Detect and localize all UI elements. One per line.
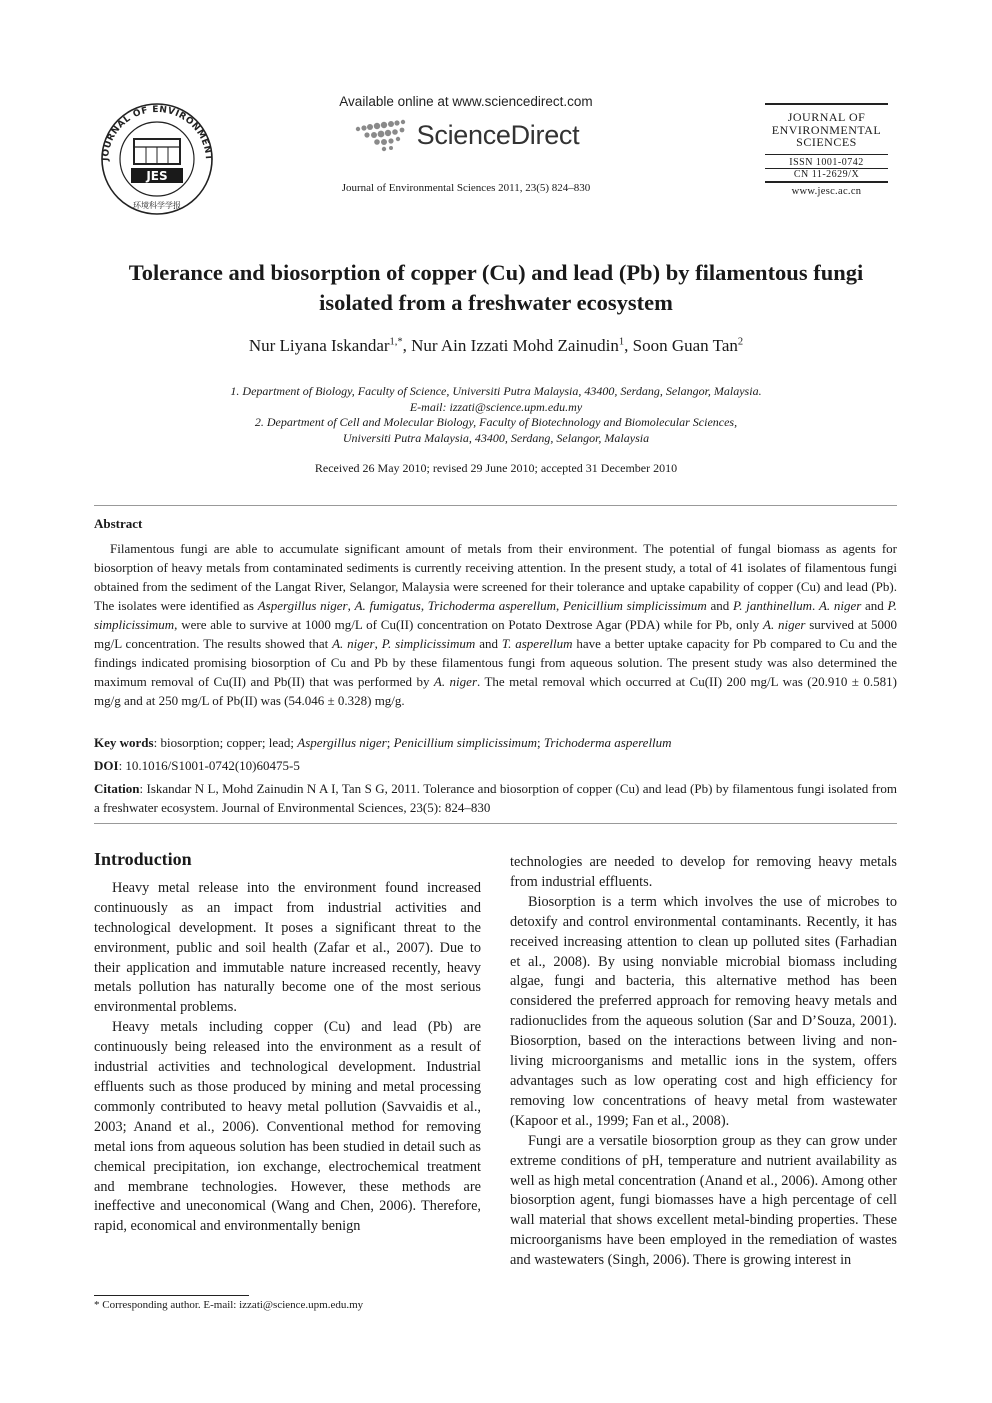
body-paragraph: Heavy metal release into the environment found increased continuously as an impact from industrial activities and technological development. It poses a significant threat to the environment, public and soil health (Zafar et al., 2007). Due to their application and immutable nature increased recently, heavy metals pollution has naturally become one of the most serious environmental problems.	[94, 879, 481, 1016]
sciencedirect-logo	[326, 113, 606, 157]
journal-seal-logo	[94, 99, 220, 217]
text-run: and	[861, 598, 888, 613]
species-name: Trichoderma asperellum	[427, 598, 556, 613]
affiliations	[80, 384, 912, 446]
issn-text: ISSN 1001-0742	[789, 156, 864, 168]
available-online-text: Available online at www.sciencedirect.com	[339, 94, 593, 109]
species-name: Penicillium simplicissimum	[562, 598, 707, 613]
citation-label: Citation	[94, 781, 140, 796]
keywords-line	[94, 733, 897, 752]
journal-name: JOURNAL OF ENVIRONMENTAL SCIENCES	[771, 110, 882, 149]
article-title: Tolerance and biosorption of copper (Cu) and lead (Pb) by filamentous fungi isolated from a freshwater ecosystem	[128, 260, 864, 315]
body-column-left	[94, 850, 481, 1237]
body-column-right	[510, 853, 897, 1271]
species-name: Aspergillus niger	[257, 598, 348, 613]
text-run: ;	[386, 735, 394, 750]
citation-value: : Iskandar N L, Mohd Zainudin N A I, Tan S G, 2011. Tolerance and biosorption of copper (Cu) and lead (Pb) by filamentous fungi isolated from a freshwater ecosystem. Journal of Environmental Sciences, 23(5): 824–830	[94, 781, 897, 815]
abstract-heading: Abstract	[94, 516, 143, 531]
journal-citation-line: Journal of Environmental Sciences 2011, 23(5) 824–830	[341, 182, 591, 194]
species-name: A. niger	[818, 598, 862, 613]
species-name: A. fumigatus	[354, 598, 421, 613]
body-paragraph-continued: technologies are needed to develop for removing heavy metals from industrial effluents.	[510, 854, 897, 890]
citation-line	[94, 779, 897, 817]
abstract-text	[94, 539, 897, 710]
body-paragraph: Biosorption is a term which involves the use of microbes to detoxify and control environmental contaminants. Recently, it has received increasing attention to clean up polluted sites (Farhadian et al., 2008). By using nonviable microbial biomass including algae, fungi and bacteria, this alternative method has been considered the preferred approach for removing heavy metals and radionuclides from the aqueous solution (Sar and D’Souza, 2001). Biosorption, based on the interactions between living and non-living microorganisms and metallic ions in the system, offers advantages such as low operating cost and high efficiency for removing low concentrations of heavy metal from wastewater (Kapoor et al., 1999; Fan et al., 2008).	[510, 893, 897, 1129]
author-affiliation-marker: 1,*	[389, 336, 403, 348]
affiliation-email: E-mail: izzati@science.upm.edu.my	[409, 399, 583, 414]
species-name: P. janthinellum	[733, 598, 812, 613]
author-name: Soon Guan Tan	[632, 336, 738, 355]
text-run: ,	[347, 598, 355, 613]
text-run: ,	[555, 598, 563, 613]
keywords-label: Key words	[94, 735, 154, 750]
author-affiliation-marker: 1	[618, 336, 625, 348]
corresponding-author-footnote: * Corresponding author. E-mail: izzati@science.upm.edu.my	[94, 1299, 364, 1311]
author-affiliation-marker: 2	[737, 336, 744, 348]
text-run: . The metal removal which occurred at Cu(II) 200 mg/L was (20.910 ± 0.581) mg/g and at 250 mg/L of Pb(II) was (54.046 ± 0.328) mg/g.	[94, 674, 897, 708]
text-run: .	[811, 598, 819, 613]
text-run: survived at 5000 mg/L concentration. The results showed that	[94, 617, 897, 651]
journal-masthead	[765, 103, 888, 197]
author-name: Nur Liyana Iskandar	[248, 336, 390, 355]
species-name: Aspergillus niger	[297, 735, 387, 750]
author-name: Nur Ain Izzati Mohd Zainudin	[411, 336, 619, 355]
species-name: A. niger	[763, 617, 806, 632]
body-paragraph: Heavy metals including copper (Cu) and lead (Pb) are continuously being released into the environment as a result of industrial activities and technological development. Industrial effluents such as those produced by mining and metal processing commonly contributed to heavy metal pollution (Savvaidis et al., 2003; Anand et al., 2006). Conventional method for removing metal ions from aqueous solution has been studied in detail such as chemical precipitation, ion exchange, electrochemical treatment and membrane technologies. However, these methods are ineffective and uneconomical (Wang and Chen, 2006). Therefore, rapid, economical and environmentally benign	[94, 1019, 481, 1235]
species-name: P. simplicissimum	[94, 598, 898, 632]
text-run: and	[706, 598, 734, 613]
text-run: Filamentous fungi are able to accumulate significant amount of metals from their environment. The potential of fungal biomass as agents for biosorption of heavy metals from contaminated sediments is currently receiving attention. In the present study, a total of 41 isolates of filamentous fungi obtained from the sediment of the Langat River, Selangor, Malaysia were screened for their tolerance and uptake capability of copper (Cu) and lead (Pb). The isolates were identified as	[94, 541, 897, 613]
text-run: have a better uptake capacity for Pb compared to Cu and the findings indicated promising biosorption of Cu and Pb by these filamentous fungi from aqueous solution. The present study was also determined the maximum removal of Cu(II) and Pb(II) that was performed by	[94, 636, 898, 689]
sciencedirect-wordmark: ScienceDirect	[416, 119, 580, 150]
species-name: T. asperellum	[501, 636, 573, 651]
cn-text: CN 11-2629/X	[793, 168, 860, 180]
species-name: A. niger	[433, 674, 477, 689]
affiliation-line: 1. Department of Biology, Faculty of Science, Universiti Putra Malaysia, 43400, Serdang, Selangor, Malaysia.	[230, 384, 762, 398]
doi-line	[94, 756, 897, 775]
text-run: , were able to survive at 1000 mg/L of Cu(II) concentration on Potato Dextrose Agar (PDA) while for Pb, only	[174, 617, 764, 632]
footnote-divider	[94, 1295, 249, 1296]
sciencedirect-dots-icon	[353, 115, 415, 155]
affiliation-line: 2. Department of Cell and Molecular Biology, Faculty of Biotechnology and Biomolecular Sciences,	[254, 415, 738, 429]
species-name: Trichoderma asperellum	[543, 735, 672, 750]
journal-website: www.jesc.ac.cn	[791, 185, 862, 197]
divider	[94, 823, 897, 824]
section-heading-introduction: Introduction	[94, 849, 192, 869]
species-name: P. simplicissimum	[381, 636, 476, 651]
species-name: Penicillium simplicissimum	[393, 735, 537, 750]
text-run: : biosorption; copper; lead;	[153, 735, 298, 750]
affiliation-line: Universiti Putra Malaysia, 43400, Serdang, Selangor, Malaysia	[342, 430, 650, 445]
text-run: ,	[374, 636, 382, 651]
text-run: ;	[536, 735, 544, 750]
divider	[94, 505, 897, 506]
svg-text:环境科学学报: 环境科学学报	[133, 201, 181, 210]
svg-text:JOURNAL OF ENVIRONMENTAL SCIEN: JOURNAL OF ENVIRONMENT	[100, 104, 214, 162]
body-paragraph: Fungi are a versatile biosorption group as they can grow under extreme conditions of pH, temperature and nutrient availability as well as high metal concentration (Anand et al., 2006). Among other biosorption agent, fungi biomasses have a high percentage of cell wall material that shows excellent metal-binding properties. These microorganisms have been employed in the remediation of wastes and wastewaters (Singh, 2006). There is growing interest in	[510, 1132, 897, 1269]
species-name: A. niger	[332, 636, 375, 651]
doi-label: DOI	[94, 758, 119, 773]
text-run: ,	[420, 598, 428, 613]
received-dates: Received 26 May 2010; revised 29 June 2010; accepted 31 December 2010	[314, 461, 678, 475]
sciencedirect-banner	[326, 94, 606, 157]
doi-value: : 10.1016/S1001-0742(10)60475-5	[118, 758, 300, 773]
author-list: Nur Liyana Iskandar$^{1,*}$, Nur Ain Izzati Mohd Zainudin$^1$, Soon Guan Tan$^2$	[248, 336, 744, 355]
text-run: and	[475, 636, 502, 651]
svg-text:JES: JES	[146, 169, 168, 183]
